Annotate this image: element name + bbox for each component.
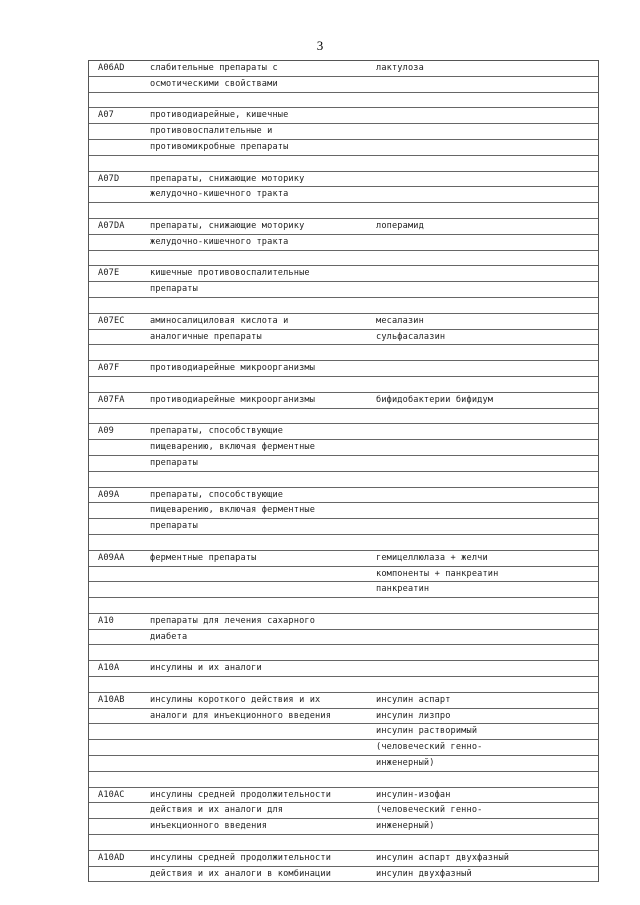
atc-code-cell <box>89 772 148 787</box>
table-row <box>89 361 598 377</box>
table-row <box>89 551 598 567</box>
atc-code-cell: A10AC <box>98 789 125 800</box>
group-description-cell: аналогичные препараты <box>150 331 262 342</box>
atc-code-cell <box>89 203 148 218</box>
atc-code-cell: A07DA <box>98 220 125 231</box>
drug-name-cell <box>372 614 598 629</box>
drug-name-cell: бифидобактерии бифидум <box>376 394 494 405</box>
drug-name-cell: инсулин лизпро <box>376 710 451 721</box>
group-description-cell: действия и их аналоги для <box>150 805 284 816</box>
table-row <box>89 851 598 867</box>
atc-code-cell <box>89 330 148 345</box>
drug-name-cell: (человеческий генно- <box>376 742 483 753</box>
table-row <box>89 377 598 393</box>
drug-name-cell: гемицеллюлаза + желчи <box>376 552 488 563</box>
group-description-cell: препараты <box>150 521 198 532</box>
table-row <box>89 693 598 709</box>
atc-code-cell: A09 <box>98 426 114 437</box>
atc-code-cell: A07FA <box>98 394 125 405</box>
atc-code-cell <box>89 724 148 739</box>
table-row <box>89 598 598 614</box>
group-description-cell <box>148 535 372 550</box>
table-row <box>89 393 598 409</box>
group-description-cell <box>148 740 372 755</box>
table-row <box>89 661 598 677</box>
atc-code-cell <box>89 124 148 139</box>
atc-code-cell <box>89 867 148 882</box>
drug-classification-table <box>88 60 599 882</box>
group-description-cell: желудочно-кишечного тракта <box>150 236 289 247</box>
group-description-cell: пищеварению, включая ферментные <box>150 442 316 453</box>
group-description-cell <box>148 251 372 266</box>
group-description-cell: препараты, способствующие <box>150 426 284 437</box>
group-description-cell: аналоги для инъекционного введения <box>150 710 332 721</box>
table-row <box>89 203 598 219</box>
table-row <box>89 251 598 267</box>
table-row <box>89 282 598 298</box>
atc-code-cell <box>89 819 148 834</box>
drug-name-cell <box>372 282 598 297</box>
drug-name-cell <box>372 377 598 392</box>
group-description-cell: инъекционного введения <box>150 821 268 832</box>
drug-name-cell <box>372 503 598 518</box>
drug-name-cell: месалазин <box>376 315 424 326</box>
atc-code-cell <box>89 756 148 771</box>
drug-name-cell <box>372 298 598 313</box>
drug-name-cell <box>372 772 598 787</box>
atc-code-cell <box>89 456 148 471</box>
table-row <box>89 156 598 172</box>
drug-name-cell <box>372 203 598 218</box>
drug-name-cell: инсулин растворимый <box>376 726 478 737</box>
table-row <box>89 835 598 851</box>
drug-name-cell <box>372 77 598 92</box>
table-row <box>89 630 598 646</box>
atc-code-cell <box>89 440 148 455</box>
atc-code-cell: A06AD <box>98 63 125 73</box>
table-row <box>89 330 598 346</box>
atc-code-cell <box>89 298 148 313</box>
group-description-cell: аминосалициловая кислота и <box>150 315 289 326</box>
table-row <box>89 519 598 535</box>
atc-code-cell <box>89 582 148 597</box>
atc-code-cell: A07D <box>98 173 120 184</box>
group-description-cell <box>148 724 372 739</box>
table-row <box>89 440 598 456</box>
atc-code-cell <box>89 251 148 266</box>
table-row <box>89 345 598 361</box>
drug-name-cell <box>372 266 598 281</box>
atc-code-cell <box>89 567 148 582</box>
table-row <box>89 535 598 551</box>
table-row <box>89 740 598 756</box>
group-description-cell: инсулины и их аналоги <box>150 663 262 674</box>
group-description-cell <box>148 598 372 613</box>
atc-code-cell <box>89 282 148 297</box>
group-description-cell <box>148 345 372 360</box>
table-row <box>89 266 598 282</box>
atc-code-cell <box>89 409 148 424</box>
drug-name-cell <box>372 187 598 202</box>
table-row <box>89 772 598 788</box>
atc-code-cell <box>89 77 148 92</box>
group-description-cell <box>148 472 372 487</box>
group-description-cell <box>148 677 372 692</box>
table-row <box>89 677 598 693</box>
group-description-cell <box>148 645 372 660</box>
table-row <box>89 788 598 804</box>
atc-code-cell <box>89 93 148 108</box>
group-description-cell: пищеварению, включая ферментные <box>150 505 316 516</box>
atc-code-cell <box>89 519 148 534</box>
drug-name-cell <box>372 108 598 123</box>
group-description-cell: противодиарейные, кишечные <box>150 110 289 121</box>
table-row <box>89 77 598 93</box>
group-description-cell: желудочно-кишечного тракта <box>150 189 289 200</box>
table-row <box>89 124 598 140</box>
atc-code-cell: A09A <box>98 489 120 500</box>
group-description-cell: действия и их аналоги в комбинации <box>150 868 332 879</box>
drug-name-cell <box>372 235 598 250</box>
table-row <box>89 61 598 77</box>
group-description-cell <box>148 756 372 771</box>
atc-code-cell <box>89 803 148 818</box>
group-description-cell: препараты, снижающие моторику <box>150 173 305 184</box>
group-description-cell: инсулины средней продолжительности <box>150 789 332 800</box>
drug-name-cell <box>372 140 598 155</box>
drug-name-cell <box>372 345 598 360</box>
drug-name-cell: сульфасалазин <box>376 331 446 342</box>
drug-name-cell <box>372 835 598 850</box>
drug-name-cell: инсулин аспарт двухфазный <box>376 852 510 863</box>
table-row <box>89 314 598 330</box>
drug-name-cell <box>372 598 598 613</box>
atc-code-cell <box>89 709 148 724</box>
group-description-cell <box>148 377 372 392</box>
table-row <box>89 503 598 519</box>
table-row <box>89 488 598 504</box>
atc-code-cell <box>89 345 148 360</box>
table-row <box>89 819 598 835</box>
drug-name-cell: инсулин-изофан <box>376 789 451 800</box>
table-row <box>89 582 598 598</box>
table-row <box>89 456 598 472</box>
drug-name-cell: инсулин аспарт <box>376 694 451 705</box>
table-row <box>89 756 598 772</box>
drug-name-cell <box>372 409 598 424</box>
group-description-cell: ферментные препараты <box>150 552 257 563</box>
table-row <box>89 409 598 425</box>
drug-name-cell <box>372 124 598 139</box>
atc-code-cell: A07 <box>98 110 114 121</box>
table-row <box>89 614 598 630</box>
atc-code-cell <box>89 630 148 645</box>
atc-code-cell: A10AD <box>98 852 125 863</box>
drug-name-cell <box>372 519 598 534</box>
table-row <box>89 235 598 251</box>
group-description-cell <box>148 582 372 597</box>
atc-code-cell <box>89 377 148 392</box>
atc-code-cell <box>89 835 148 850</box>
group-description-cell: инсулины короткого действия и их <box>150 694 321 705</box>
drug-name-cell <box>372 645 598 660</box>
group-description-cell: противовоспалительные и <box>150 126 273 137</box>
page-number: 3 <box>316 38 324 53</box>
atc-code-cell: A10A <box>98 663 120 674</box>
atc-code-cell <box>89 740 148 755</box>
table-row <box>89 645 598 661</box>
group-description-cell <box>148 298 372 313</box>
atc-code-cell: A07F <box>98 363 120 374</box>
atc-code-cell <box>89 535 148 550</box>
atc-code-cell <box>89 187 148 202</box>
group-description-cell: слабительные препараты с <box>150 63 278 73</box>
drug-name-cell <box>372 661 598 676</box>
atc-code-cell: A10 <box>98 615 114 626</box>
atc-code-cell: A07E <box>98 268 120 279</box>
drug-name-cell <box>372 488 598 503</box>
group-description-cell <box>148 93 372 108</box>
group-description-cell: препараты <box>150 284 198 295</box>
atc-code-cell <box>89 472 148 487</box>
atc-code-cell: A07EC <box>98 315 125 326</box>
group-description-cell <box>148 567 372 582</box>
drug-name-cell <box>372 440 598 455</box>
table-row <box>89 140 598 156</box>
table-row <box>89 424 598 440</box>
group-description-cell: препараты, снижающие моторику <box>150 220 305 231</box>
table-row <box>89 803 598 819</box>
drug-name-cell <box>372 172 598 187</box>
group-description-cell <box>148 409 372 424</box>
group-description-cell <box>148 203 372 218</box>
table-row <box>89 93 598 109</box>
atc-code-cell <box>89 503 148 518</box>
group-description-cell: препараты, способствующие <box>150 489 284 500</box>
group-description-cell <box>148 835 372 850</box>
drug-name-cell <box>372 630 598 645</box>
atc-code-cell: A10AB <box>98 694 125 705</box>
drug-name-cell: панкреатин <box>376 584 430 595</box>
drug-name-cell <box>372 535 598 550</box>
group-description-cell: диабета <box>150 631 188 642</box>
drug-name-cell <box>372 424 598 439</box>
table-row <box>89 219 598 235</box>
atc-code-cell <box>89 140 148 155</box>
drug-name-cell <box>372 456 598 471</box>
atc-code-cell <box>89 598 148 613</box>
drug-name-cell <box>372 677 598 692</box>
drug-name-cell <box>372 156 598 171</box>
drug-name-cell: инженерный) <box>376 821 435 832</box>
group-description-cell <box>148 156 372 171</box>
group-description-cell: препараты для лечения сахарного <box>150 615 316 626</box>
table-row <box>89 172 598 188</box>
drug-name-cell: лоперамид <box>376 220 424 231</box>
table-row <box>89 298 598 314</box>
group-description-cell <box>148 772 372 787</box>
atc-code-cell <box>89 677 148 692</box>
group-description-cell: противодиарейные микроорганизмы <box>150 394 316 405</box>
drug-name-cell <box>372 251 598 266</box>
drug-name-cell: (человеческий генно- <box>376 805 483 816</box>
group-description-cell: инсулины средней продолжительности <box>150 852 332 863</box>
atc-code-cell <box>89 235 148 250</box>
table-row <box>89 724 598 740</box>
drug-name-cell: компоненты + панкреатин <box>376 568 499 579</box>
drug-name-cell <box>372 472 598 487</box>
drug-name-cell <box>372 93 598 108</box>
drug-name-cell: инженерный) <box>376 758 435 769</box>
group-description-cell: препараты <box>150 457 198 468</box>
group-description-cell: противодиарейные микроорганизмы <box>150 363 316 374</box>
table-row <box>89 567 598 583</box>
group-description-cell: кишечные противовоспалительные <box>150 268 310 279</box>
drug-name-cell <box>372 361 598 376</box>
atc-code-cell: A09AA <box>98 552 125 563</box>
table-row <box>89 709 598 725</box>
group-description-cell: противомикробные препараты <box>150 141 289 152</box>
drug-name-cell: лактулоза <box>376 63 424 73</box>
table-row <box>89 108 598 124</box>
atc-code-cell <box>89 645 148 660</box>
table-row <box>89 472 598 488</box>
table-row <box>89 867 598 883</box>
group-description-cell: осмотическими свойствами <box>150 78 278 89</box>
atc-code-cell <box>89 156 148 171</box>
drug-name-cell: инсулин двухфазный <box>376 868 472 879</box>
table-row <box>89 187 598 203</box>
